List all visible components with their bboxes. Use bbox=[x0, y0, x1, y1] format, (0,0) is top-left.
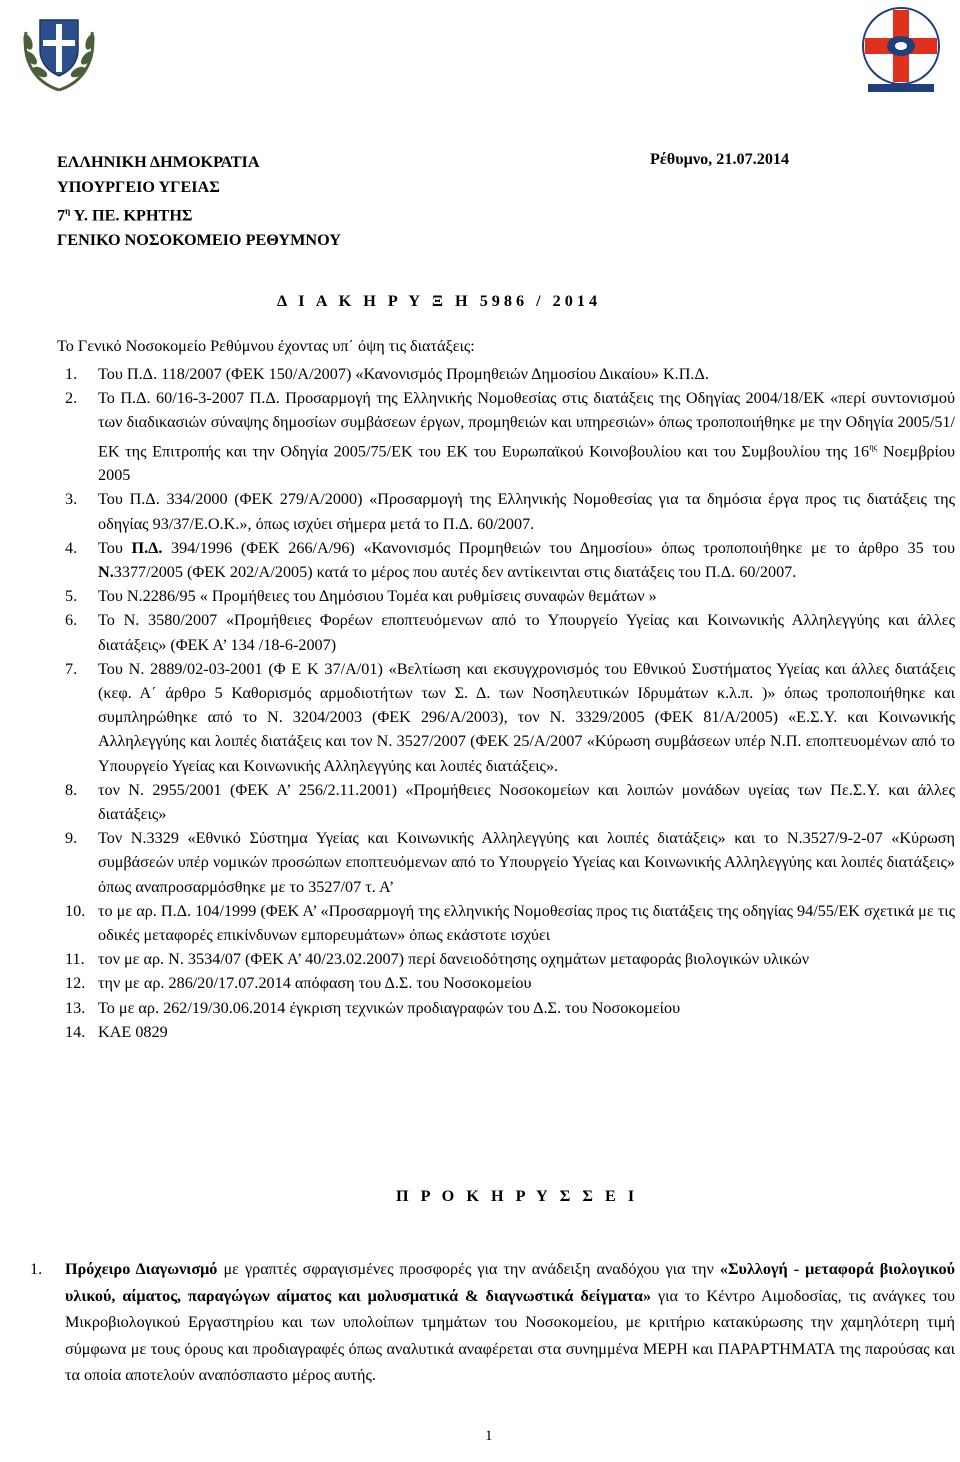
document-date: Ρέθυμνο, 21.07.2014 bbox=[650, 150, 790, 168]
list-item: 1. Του Π.Δ. 118/2007 (ΦΕΚ 150/Α/2007) «Κανονισμός Προμηθειών Δημοσίου Δικαίου» Κ.Π.Δ. bbox=[65, 365, 709, 383]
list-item: 11. τον με αρ. Ν. 3534/07 (ΦΕΚ Α’ 40/23.02.2007) περί δανειοδότησης οχημάτων μεταφοράς βιολογικών υλικών bbox=[65, 950, 810, 969]
paragraph-number: 1. bbox=[30, 1260, 43, 1278]
list-item: 14. ΚΑΕ 0829 bbox=[65, 1022, 168, 1041]
issuer-health-region: $7^\eta$ Υ. ΠΕ. ΚΡΗΤΗΣ bbox=[57, 206, 193, 225]
provisions-list bbox=[65, 362, 955, 1044]
list-item: 13. Το με αρ. 262/19/30.06.2014 έγκριση τεχνικών προδιαγραφών του Δ.Σ. του Νοσοκομείου bbox=[65, 998, 681, 1017]
list-item: 10. το με αρ. Π.Δ. 104/1999 (ΦΕΚ Α’ «Προσαρμογή της ελληνικής Νομοθεσίας προς τις διατάξεις της οδηγίας 94/55/ΕΚ σχετικά με τις οδικές μεταφορές επικίνδυνων εμπορευμάτων» όπως εκάστοτε ισχύει bbox=[65, 901, 955, 945]
page-number: 1 bbox=[485, 1428, 493, 1444]
list-item: 6. Το Ν. 3580/2007 «Προμήθειες Φορέων εποπτευόμενων από το Υπουργείο Υγείας και Κοινωνικής Αλληλεγγύης και άλλες διατάξεις» (ΦΕΚ Α’ 134 /18-6-2007) bbox=[65, 611, 955, 654]
paragraph-body: Πρόχειρο Διαγωνισμό με γραπτές σφραγισμένες προσφορές για την ανάδειξη αναδόχου για την «Συλλογή - μεταφορά βιολογικού υλικού, αίματος, παραγώγων αίματος και μολυσματικά & διαγνωστικά δείγματα» για το Κέντρο Αιμοδοσίας, τις ανάγκες του Μικροβιολογικού Εργαστηρίου και των υπολοίπων τμημάτων του Νοσοκομείου, με κριτήριο κατακύρωσης την χαμηλότερη τιμή σύμφωνα με τους όρους και προδιαγραφές όπως αναλυτικά αναφέρεται στα συνημμένα ΜΕΡΗ και ΠΑΡΑΡΤΗΜΑΤΑ της παρούσας και τα οποία αποτελούν αναπόσπαστο μέρος αυτής. bbox=[65, 1260, 955, 1384]
list-item: 4. Του Π.Δ. 394/1996 (ΦΕΚ 266/Α/96) «Κανονισμός Προμηθειών του Δημοσίου» όπως τροποποιήθηκε με το άρθρο 35 του Ν.3377/2005 (ΦΕΚ 202/Α/2005) κατά το μέρος που αυτές δεν αντίκεινται στις διατάξεις του Π.Δ. 60/2007. bbox=[65, 538, 955, 582]
list-item: 9. Τον Ν.3329 «Εθνικό Σύστημα Υγείας και Κοινωνικής Αλληλεγγύης και λοιπές διατάξεις» και το Ν.3527/9-2-07 «Κύρωση συμβάσεών υπέρ νομικών προσώπων εποπτευόμενων από το Υπουργείο Υγείας και Κοινωνικής Αλληλεγγύης και λοιπές διατάξεις» όπως αναπροσαρμόσθηκε με το 3527/07 τ. Α’ bbox=[65, 829, 955, 896]
list-item: 7. Του Ν. 2889/02-03-2001 (Φ Ε Κ 37/Α/01) «Βελτίωση και εκσυγχρονισμός του Εθνικού Συστήματος Υγείας και άλλες διατάξεις (κεφ. Α΄ άρθρο 5 Καθορισμός αρμοδιοτήτων των Σ. Δ. των Νοσηλευτικών Ιδρυμάτων κ.λ.π. )» όπως τροποποιήθηκε και συμπληρώθηκε από το Ν. 3204/2003 (ΦΕΚ 296/Α/2003), τον Ν. 3329/2005 (ΦΕΚ 81/Α/2005) «Ε.Σ.Υ. και Κοινωνικής Αλληλεγγύης και λοιπές διατάξεις και τον Ν. 3527/2007 (ΦΕΚ 25/Α/2007 «Κύρωση συμβάσεων υπέρ Ν.Π. εποπτευομένων από το Υπουργείο Υγείας και Κοινωνικής Αλληλεγγύης και λοιπές διατάξεις». bbox=[65, 659, 955, 775]
intro-text: Το Γενικό Νοσοκομείο Ρεθύμνου έχοντας υπ΄ όψη τις διατάξεις: bbox=[57, 337, 475, 355]
document-title: Δ Ι Α Κ Η Ρ Υ Ξ Η 5986 / 2014 bbox=[277, 292, 602, 310]
section-title: Π Ρ Ο Κ Η Ρ Υ Σ Σ Ε Ι bbox=[396, 1187, 639, 1205]
list-item: 3. Του Π.Δ. 334/2000 (ΦΕΚ 279/Α/2000) «Προσαρμογή της Ελληνικής Νομοθεσίας για τα δημόσια έργα προς τις διατάξεις της οδηγίας 93/37/Ε.Ο.Κ.», όπως ισχύει σήμερα μετά το Π.Δ. 60/2007. bbox=[65, 490, 955, 533]
issuer-block bbox=[57, 150, 341, 252]
announcement-paragraph bbox=[30, 1256, 955, 1389]
list-item: 12. την με αρ. 286/20/17.07.2014 απόφαση του Δ.Σ. του Νοσοκομείου bbox=[65, 974, 532, 993]
issuer-ministry: ΥΠΟΥΡΓΕΙΟ ΥΓΕΙΑΣ bbox=[57, 177, 220, 196]
greek-state-emblem bbox=[16, 2, 102, 94]
issuer-hospital: ΓΕΝΙΚΟ ΝΟΣΟΚΟΜΕΙΟ ΡΕΘΥΜΝΟΥ bbox=[57, 230, 341, 249]
issuer-country: ΕΛΛΗΝΙΚΗ ΔΗΜΟΚΡΑΤΙΑ bbox=[57, 153, 260, 171]
hospital-logo bbox=[858, 2, 944, 94]
list-item: 5. Του Ν.2286/95 « Προμήθειες του Δημόσιου Τομέα και ρυθμίσεις συναφών θεμάτων » bbox=[65, 587, 657, 606]
list-item: 2. Το Π.Δ. 60/16-3-2007 Π.Δ. Προσαρμογή της Ελληνικής Νομοθεσίας στις διατάξεις της Οδηγίας 2004/18/ΕΚ «περί συντονισμού των διαδικασιών σύναψης δημοσίων συμβάσεων έργων, προμηθειών και υπηρεσιών» όπως τροποποιήθηκε με την Οδηγία 2005/51/ΕΚ της Επιτροπής και την Οδηγία 2005/75/ΕΚ του ΕΚ του Ευρωπαϊκού Κοινοβουλίου και του Συμβουλίου της $16^{\eta\varsigma}$ Νοεμβρίου 2005 bbox=[65, 389, 955, 485]
list-item: 8. τον Ν. 2955/2001 (ΦΕΚ Α’ 256/2.11.2001) «Προμήθειες Νοσοκομείων και λοιπών μονάδων υγείας των Πε.Σ.Υ. και άλλες διατάξεις» bbox=[65, 780, 955, 824]
